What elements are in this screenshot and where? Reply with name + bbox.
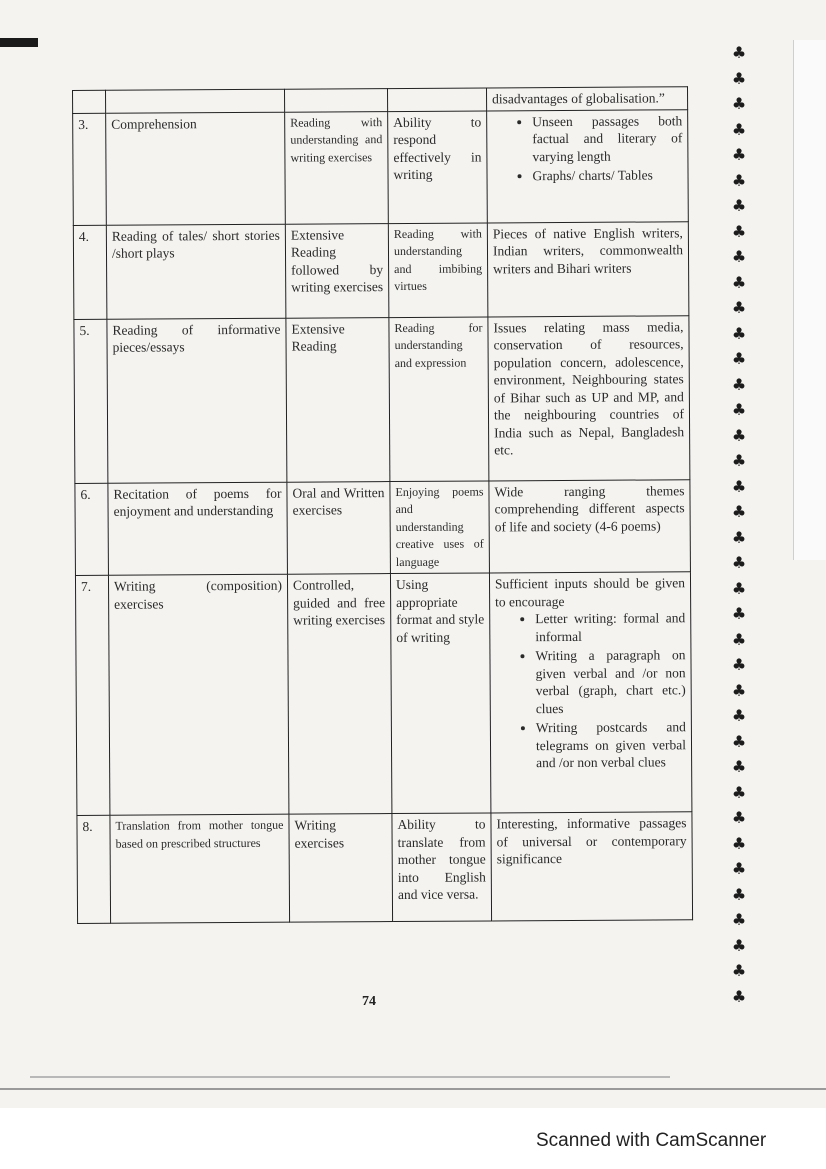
tree-icon: ♣ bbox=[731, 578, 747, 598]
tree-icon: ♣ bbox=[731, 859, 747, 878]
tree-icon: ♣ bbox=[731, 961, 747, 980]
content-cell: Wide ranging themes comprehending different aspects of life and society (4-6 poems) bbox=[489, 479, 691, 573]
tree-icon: ♣ bbox=[731, 680, 747, 700]
list-item: • Writing postcards and telegrams on given verbal and /or non verbal clues bbox=[536, 718, 686, 771]
content-list bbox=[495, 609, 686, 772]
topic-cell: Reading of informative pieces/essays bbox=[107, 318, 287, 483]
tree-icon: ♣ bbox=[731, 374, 747, 394]
method-cell: Reading with understanding and writing exercises bbox=[285, 111, 389, 224]
tree-icon: ♣ bbox=[731, 349, 747, 368]
tree-icon: ♣ bbox=[731, 986, 747, 1006]
objective-cell: Reading with understanding and imbibing virtues bbox=[388, 222, 488, 317]
tree-icon: ♣ bbox=[731, 502, 747, 521]
method-cell: Controlled, guided and free writing exercises bbox=[287, 574, 391, 815]
table-row bbox=[73, 221, 689, 319]
tree-icon: ♣ bbox=[731, 808, 747, 827]
method-cell: Writing exercises bbox=[289, 814, 393, 923]
table-row bbox=[75, 479, 691, 575]
tree-icon: ♣ bbox=[731, 731, 747, 751]
row-number: 3. bbox=[73, 113, 107, 225]
tree-icon: ♣ bbox=[731, 527, 747, 547]
content-cell bbox=[489, 572, 691, 813]
tree-icon: ♣ bbox=[731, 706, 747, 725]
adjacent-page-edge bbox=[793, 40, 826, 560]
content-list bbox=[492, 112, 682, 185]
method-cell: Oral and Written exercises bbox=[287, 481, 391, 574]
tree-icon: ♣ bbox=[731, 553, 747, 572]
tree-icon: ♣ bbox=[731, 247, 747, 266]
row-number: 8. bbox=[77, 815, 111, 923]
tree-icon: ♣ bbox=[731, 68, 747, 88]
tree-icon: ♣ bbox=[731, 119, 747, 139]
scan-corner-mark bbox=[0, 38, 38, 47]
topic-cell: Comprehension bbox=[106, 112, 286, 225]
tree-icon: ♣ bbox=[731, 43, 747, 62]
tree-icon: ♣ bbox=[731, 833, 747, 853]
content-cell bbox=[487, 109, 689, 222]
table-row bbox=[74, 315, 690, 483]
table-cell bbox=[284, 89, 387, 112]
row-number: 4. bbox=[73, 225, 107, 319]
method-cell: Extensive Reading bbox=[286, 317, 390, 482]
topic-cell: Recitation of poems for enjoyment and understanding bbox=[108, 482, 288, 576]
tree-icon: ♣ bbox=[731, 604, 747, 623]
table-cell bbox=[387, 88, 486, 111]
tree-icon: ♣ bbox=[731, 451, 747, 470]
content-cell: Interesting, informative passages of universal or contemporary significance bbox=[491, 812, 693, 921]
tree-icon: ♣ bbox=[731, 757, 747, 776]
method-cell: Extensive Reading followed by writing exercises bbox=[285, 223, 389, 318]
tree-icon: ♣ bbox=[731, 298, 747, 317]
tree-icon: ♣ bbox=[731, 196, 747, 215]
row-number: 5. bbox=[74, 319, 108, 483]
continued-content-cell: disadvantages of globalisation.” bbox=[486, 87, 687, 111]
page-number: 74 bbox=[362, 994, 376, 1009]
tree-icon: ♣ bbox=[731, 272, 747, 292]
table-row bbox=[73, 109, 689, 225]
syllabus-table bbox=[72, 86, 693, 924]
tree-icon: ♣ bbox=[731, 323, 747, 343]
list-item: • Letter writing: formal and informal bbox=[535, 609, 685, 645]
list-item: • Writing a paragraph on given verbal and /or non verbal (graph, chart etc.) clues bbox=[535, 646, 685, 717]
table-row bbox=[75, 572, 691, 816]
tree-icon: ♣ bbox=[731, 221, 747, 241]
decorative-border bbox=[728, 40, 750, 1030]
table-row bbox=[77, 812, 693, 924]
content-intro: Sufficient inputs should be given to encourage bbox=[494, 575, 686, 609]
camscanner-watermark: Scanned with CamScanner bbox=[536, 1130, 767, 1151]
content-cell: Issues relating mass media, conservation of resources, population concern, adolescence, environment, Neighbouring states of Bihar such as UP and MP, and the neighbouring countries of India such as Nepal, Bangladesh etc. bbox=[488, 315, 690, 480]
topic-cell: Translation from mother tongue based on prescribed structures bbox=[110, 814, 290, 923]
objective-cell: Reading for understanding and expression bbox=[389, 316, 489, 481]
objective-cell: Ability to translate from mother tongue into English and vice versa. bbox=[392, 813, 492, 922]
scan-artifact-line bbox=[30, 1076, 670, 1078]
list-item: • Unseen passages both factual and literary of varying length bbox=[532, 112, 682, 165]
objective-cell: Enjoying poems and understanding creative uses of language bbox=[390, 480, 490, 573]
topic-cell: Reading of tales/ short stories /short plays bbox=[106, 224, 286, 319]
objective-cell: Ability to respond effectively in writing bbox=[388, 110, 488, 223]
tree-icon: ♣ bbox=[731, 910, 747, 929]
scan-artifact-line bbox=[0, 1088, 826, 1090]
tree-icon: ♣ bbox=[731, 884, 747, 904]
tree-icon: ♣ bbox=[731, 425, 747, 445]
tree-icon: ♣ bbox=[731, 476, 747, 496]
tree-icon: ♣ bbox=[731, 400, 747, 419]
tree-icon: ♣ bbox=[731, 145, 747, 164]
table-cell bbox=[106, 89, 285, 113]
tree-icon: ♣ bbox=[731, 935, 747, 955]
tree-icon: ♣ bbox=[731, 170, 747, 190]
tree-icon: ♣ bbox=[731, 782, 747, 802]
list-item: • Graphs/ charts/ Tables bbox=[532, 166, 682, 184]
table-cell bbox=[73, 90, 106, 113]
row-number: 7. bbox=[75, 575, 109, 815]
tree-icon: ♣ bbox=[731, 655, 747, 674]
content-cell: Pieces of native English writers, Indian writers, commonwealth writers and Bihari writers bbox=[487, 221, 689, 316]
row-number: 6. bbox=[75, 483, 109, 576]
objective-cell: Using appropriate format and style of writing bbox=[390, 573, 490, 814]
tree-icon: ♣ bbox=[731, 629, 747, 649]
topic-cell: Writing (composition) exercises bbox=[108, 574, 288, 815]
tree-icon: ♣ bbox=[731, 94, 747, 113]
